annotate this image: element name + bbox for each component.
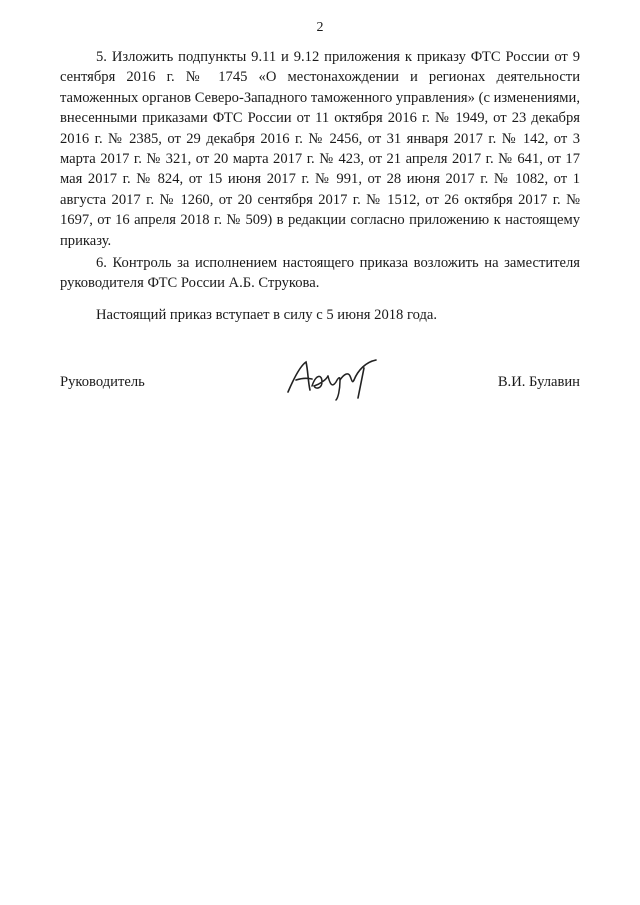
signatory-role: Руководитель [60, 374, 145, 390]
signatory-name: В.И. Булавин [497, 374, 580, 390]
handwritten-signature-icon [282, 356, 382, 402]
page-number: 2 [316, 20, 324, 35]
paragraph-5-text: 5. Изложить подпункты 9.11 и 9.12 приложения к приказу ФТС России от 9 сентября 2016 г. № 1745 «О местонахождении и регионах деятельности таможенных органов Северо-Западного таможенного управления» (с изменениями, внесенными приказами ФТС России от 11 октября 2016 г. № 1949, от 23 декабря 2016 г. № 2385, от 29 декабря 2016 г. № 2456, от 31 января 2017 г. № 142, от 3 марта 2017 г. № 321, от 20 марта 2017 г. № 423, от 21 апреля 2017 г. № 641, от 17 мая 2017 г. № 824, от 15 июня 2017 г. № 991, от 28 июня 2017 г. № 1082, от 1 августа 2017 г. № 1260, от 20 сентября 2017 г. № 1512, от 26 октября 2017 г. № 1697, от 16 апреля 2018 г. № 509) в редакции согласно приложению к настоящему приказу. [60, 49, 580, 249]
paragraph-5 [60, 47, 580, 251]
paragraph-effective-date-text: Настоящий приказ вступает в силу с 5 июня 2018 года. [96, 307, 438, 323]
paragraph-6-text: 6. Контроль за исполнением настоящего приказа возложить на заместителя руководителя ФТС России А.Б. Струкова. [60, 255, 580, 292]
paragraph-effective-date [60, 305, 580, 325]
paragraph-6 [60, 253, 580, 294]
signature-block [60, 368, 580, 408]
